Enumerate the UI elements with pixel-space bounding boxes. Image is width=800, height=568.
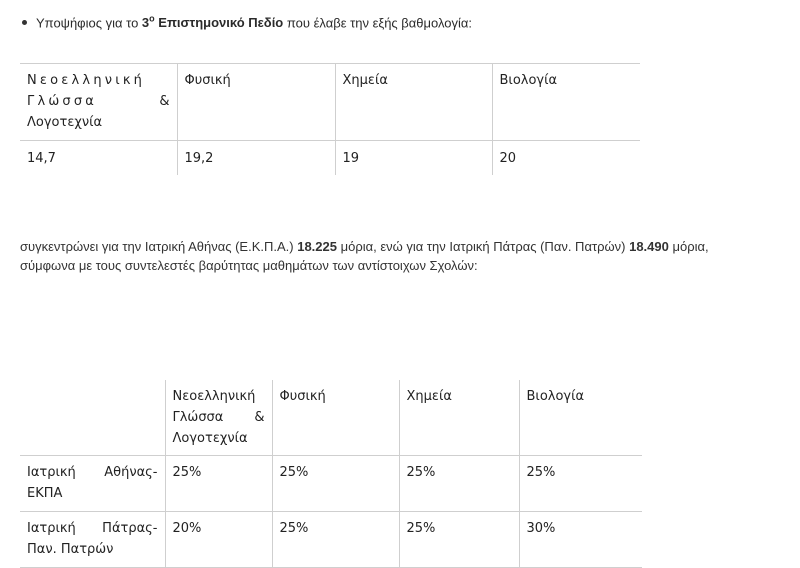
points-athens: 18.225	[297, 239, 337, 254]
header-subject-physics: Φυσική	[177, 64, 335, 141]
weights-header-greek: Νεοελληνική Γλώσσα & Λογοτεχνία	[165, 380, 272, 456]
grade-biology: 20	[492, 141, 640, 176]
weight-athens-biology: 25%	[519, 456, 642, 512]
grades-header-row	[20, 64, 640, 141]
intro-prefix: Υποψήφιος για το	[36, 15, 142, 31]
weight-patras-biology: 30%	[519, 512, 642, 568]
bullet-icon	[22, 20, 27, 25]
weight-patras-chemistry: 25%	[399, 512, 519, 568]
weights-header-biology: Βιολογία	[519, 380, 642, 456]
header-subject-greek: Νεοελληνική Γλώσσα & Λογοτεχνία	[20, 64, 177, 141]
weights-header-row	[20, 380, 642, 456]
weights-row-patras	[20, 512, 642, 568]
grade-greek: 14,7	[27, 151, 56, 166]
weight-athens-greek: 25%	[165, 456, 272, 512]
weights-header-physics: Φυσική	[272, 380, 399, 456]
intro-bullet	[22, 10, 472, 32]
grade-physics: 19,2	[177, 141, 335, 176]
grades-table	[20, 63, 640, 175]
school-patras: Ιατρική Πάτρας- Παν. Πατρών	[20, 512, 165, 568]
weights-row-athens	[20, 456, 642, 512]
weight-athens-chemistry: 25%	[399, 456, 519, 512]
grades-value-row	[20, 141, 640, 176]
weights-corner-cell	[20, 380, 165, 456]
weights-table	[20, 380, 642, 568]
weight-athens-physics: 25%	[272, 456, 399, 512]
intro-suffix: που έλαβε την εξής βαθμολογία:	[283, 15, 473, 31]
weight-patras-physics: 25%	[272, 512, 399, 568]
header-subject-chemistry: Χημεία	[335, 64, 492, 141]
weights-header-chemistry: Χημεία	[399, 380, 519, 456]
header-subject-biology: Βιολογία	[492, 64, 640, 141]
points-paragraph: συγκεντρώνει για την Ιατρική Αθήνας (Ε.Κ.Π.Α.) 18.225 μόρια, ενώ για την Ιατρική Πάτρας (Παν. Πατρών) 18.490 μόρια, σύμφωνα με τους συντελεστές βαρύτητας μαθημάτων των αντίστοιχων Σχολών:	[20, 239, 709, 273]
school-athens: Ιατρική Αθήνας- ΕΚΠΑ	[20, 456, 165, 512]
field-number: $3^o$ Επιστημονικό Πεδίο	[141, 14, 284, 31]
weight-patras-greek: 20%	[165, 512, 272, 568]
grade-chemistry: 19	[335, 141, 492, 176]
points-patras: 18.490	[629, 239, 669, 254]
